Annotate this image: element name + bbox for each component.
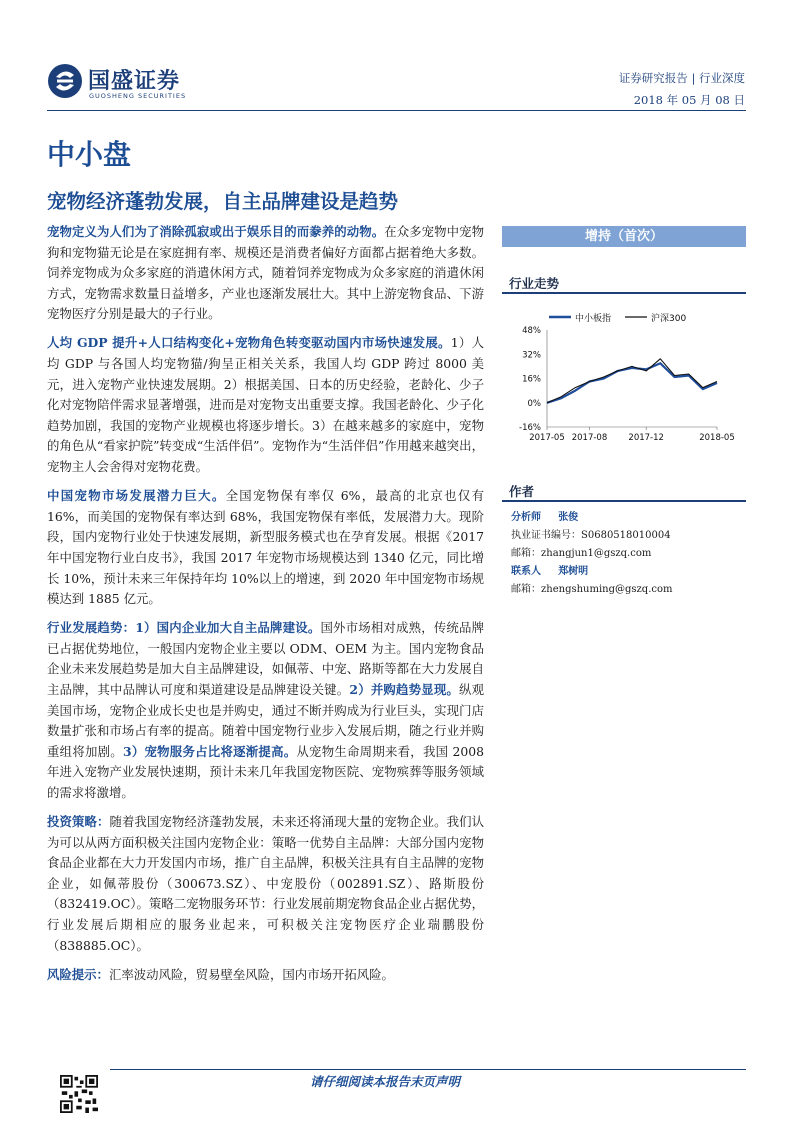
paragraph-risk	[47, 965, 484, 986]
paragraph-lead: 人均 GDP 提升+人口结构变化+宠物角色转变驱动国内市场快速发展。	[47, 335, 451, 351]
report-date: 2018 年 05 月 08 日	[633, 93, 745, 107]
y-tick-label: 32%	[522, 350, 541, 361]
email-label: 邮箱：	[511, 548, 541, 559]
contact-name: 郑树明	[558, 566, 589, 577]
cert-number: S0680518010004	[581, 530, 671, 541]
contact-email[interactable]: zhengshuming@gszq.com	[541, 584, 673, 595]
legend-label: 沪深300	[651, 314, 687, 324]
industry-trend-chart	[505, 300, 745, 450]
paragraph-strategy	[47, 812, 484, 956]
company-name: 国盛证券	[88, 69, 181, 94]
analyst-row	[511, 508, 578, 523]
paragraph-drivers	[47, 333, 484, 477]
x-tick-label: 2017-05	[529, 433, 565, 443]
x-tick-label: 2017-12	[628, 433, 664, 443]
contact-row	[511, 562, 588, 577]
logo-emblem-icon	[47, 63, 83, 99]
y-tick-label: -16%	[519, 423, 541, 433]
paragraph-text: 纵观美国市场，宠物企业成长史也是并购史，通过不断并购成为行业巨头，实现门店数量扩张和市场占有率的提高。随着中国宠物行业步入发展后期，随之行业并购重组将加剧。	[47, 681, 485, 759]
paragraph-definition	[47, 222, 484, 325]
report-body	[47, 222, 484, 994]
paragraph-trend	[47, 618, 484, 803]
trend-point-1: 1）国内企业加大自主品牌建设。	[135, 620, 321, 636]
email-row	[511, 580, 673, 595]
trend-point-3: 3）宠物服务占比将逐渐提高。	[122, 743, 297, 759]
x-tick-label: 2017-08	[571, 433, 608, 443]
email-row	[511, 544, 651, 559]
report-type: 证券研究报告 | 行业深度	[618, 71, 745, 85]
header-divider	[47, 110, 746, 111]
footer-divider	[110, 1069, 746, 1070]
paragraph-text: 从宠物生命周期来看，我国 2008 年进入宠物产业发展快速期，预计未来几年我国宠物医院、宠物殡葬等服务领域的需求将激增。	[47, 743, 485, 800]
chart-series	[547, 359, 717, 403]
contact-label: 联系人	[511, 566, 541, 577]
sector-title: 中小盘	[47, 138, 132, 171]
legend-label: 中小板指	[575, 314, 612, 324]
trend-section-divider	[502, 292, 746, 294]
paragraph-lead: 宠物定义为人们为了消除孤寂或出于娱乐目的而豢养的动物。	[47, 224, 385, 239]
y-tick-label: 0%	[527, 398, 541, 409]
report-headline: 宠物经济蓬勃发展，自主品牌建设是趋势	[47, 190, 399, 213]
email-label: 邮箱：	[511, 584, 541, 595]
analyst-label: 分析师	[511, 512, 541, 523]
paragraph-text: 国外市场相对成熟，传统品牌已占据优势地位，一般国内宠物企业主要以 ODM、OEM 为主。国内宠物食品企业未来发展趋势是加大自主品牌建设，如佩蒂、中宠、路斯等都在大力发展自主品牌，其中品牌认可度和渠道建设是品牌建设关键。	[47, 620, 485, 697]
paragraph-text: 1）人均 GDP 与各国人均宠物猫/狗呈正相关关系，我国人均 GDP 跨过 8000 美元，进入宠物产业快速发展期。2）根据美国、日本的历史经验，老龄化、少子化对宠物陪伴需求显著增强，进而是对宠物支出重要支撑。我国老龄化、少子化趋势加剧，我国的宠物产业规模也将逐步增长。3）在越来越多的家庭中，宠物的角色从“看家护院”转变成“生活伴侣”。宠物作为“生活伴侣”作用越来越突出，宠物主人会舍得对宠物花费。	[47, 335, 484, 475]
chart-legend	[549, 312, 686, 324]
y-axis	[519, 326, 547, 433]
paragraph-text: 随着我国宠物经济蓬勃发展，未来还将涌现大量的宠物企业。我们认为可以从两方面积极关注国内宠物企业：策略一优势自主品牌：大部分国内宠物食品企业都在大力开发国内市场，推广自主品牌，积极关注具有自主品牌的宠物企业，如佩蒂股份（300673.SZ）、中宠股份（002891.SZ）、路斯股份（832419.OC）。策略二宠物服务环节：行业发展前期宠物食品企业占据优势，行业发展后期相应的服务业起来，可积极关注宠物医疗企业瑞鹏股份（838885.OC）。	[47, 814, 485, 953]
series-line-csi300	[547, 359, 717, 403]
paragraph-text: 在众多宠物中宠物狗和宠物猫无论是在家庭拥有率、规模还是消费者偏好方面都占据着绝大多数。饲养宠物成为众多家庭的消遣休闲方式，随着饲养宠物成为众多家庭的消遣休闲方式，宠物需求数量日益增多，产业也逐渐发展壮大。其中上游宠物食品、下游宠物医疗分别是最大的子行业。	[47, 224, 485, 322]
analyst-name: 张俊	[558, 512, 579, 523]
y-tick-label: 16%	[522, 374, 541, 385]
cert-row	[511, 526, 671, 541]
cert-label: 执业证书编号：	[511, 530, 581, 541]
series-line-sme-index	[547, 363, 717, 403]
paragraph-text: 汇率波动风险，贸易壁垒风险，国内市场开拓风险。	[108, 966, 394, 982]
x-axis	[529, 427, 735, 443]
rating-badge: 增持（首次）	[502, 226, 746, 247]
trend-point-2: 2）并购趋势显现。	[349, 681, 460, 697]
trend-section-title: 行业走势	[509, 276, 560, 291]
analyst-email[interactable]: zhangjun1@gszq.com	[541, 548, 652, 559]
paragraph-lead: 风险提示：	[47, 966, 109, 982]
y-tick-label: 48%	[522, 326, 541, 336]
disclaimer-note: 请仔细阅读本报告末页声明	[310, 1074, 461, 1089]
paragraph-text: 全国宠物保有率仅 6%，最高的北京也仅有 16%，而美国的宠物保有率达到 68%，我国宠物保有率低，发展潜力大。现阶段，国内宠物行业处于快速发展期，新型服务模式也在孕育发展。根据《2017 年中国宠物行业白皮书》，我国 2017 年宠物市场规模达到 1340 亿元，同比增长 10%，预计未来三年保持年均 10%以上的增速，到 2020 年中国宠物市场规模达到 1885 亿元。	[47, 488, 484, 607]
paragraph-lead: 行业发展趋势：	[47, 620, 136, 636]
authors-section-title: 作者	[509, 484, 535, 499]
x-tick-label: 2018-05	[699, 433, 735, 443]
authors-section-divider	[502, 500, 746, 502]
paragraph-potential	[47, 486, 484, 610]
company-name-en: GUOSHENG SECURITIES	[89, 92, 187, 100]
paragraph-lead: 投资策略：	[47, 814, 110, 830]
paragraph-lead: 中国宠物市场发展潜力巨大。	[47, 488, 226, 504]
qr-code-icon	[60, 1075, 98, 1113]
